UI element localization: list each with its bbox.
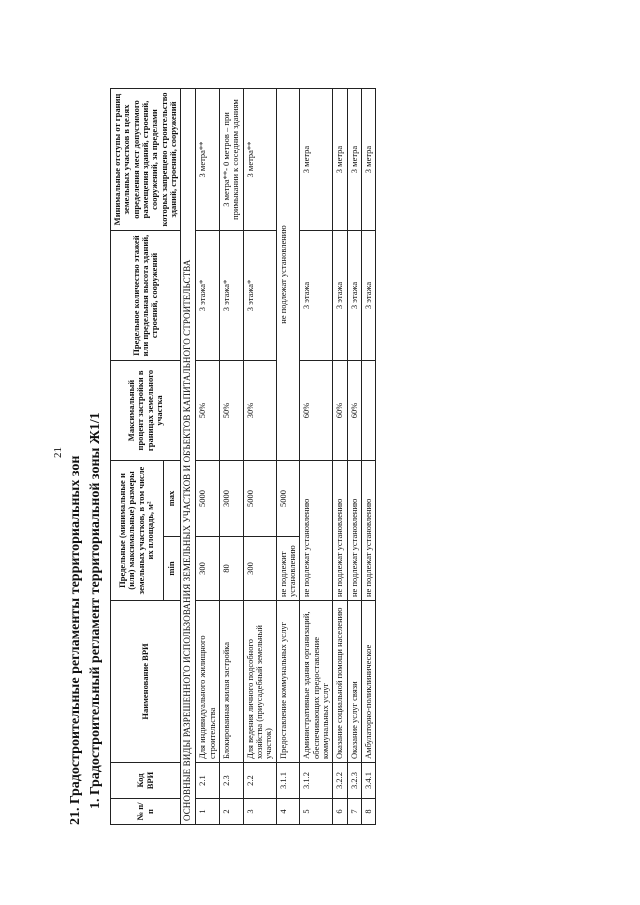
header-setbacks: Минимальные отступы от границ земельных участков в целях определения мест допустимого размещения зданий, строений, сооружений, за пределами которых запрещено строительство зданий, строений, сооружений bbox=[111, 89, 181, 231]
cell-percent: 50% bbox=[219, 361, 243, 461]
cell-num: 8 bbox=[362, 799, 376, 825]
section-row bbox=[181, 89, 196, 825]
cell-min: 300 bbox=[243, 537, 276, 601]
cell-setback: 3 метра** bbox=[243, 89, 276, 231]
header-size: Предельные (минимальные и (или) максимальные) размеры земельных участков, в том числе их площадь, м² bbox=[111, 461, 164, 601]
header-code: Код ВРИ bbox=[111, 763, 181, 799]
table-row bbox=[362, 89, 376, 825]
table-row bbox=[276, 89, 300, 825]
cell-setback: 3 метра**- 0 метров – при примыкании к соседним зданиям bbox=[219, 89, 243, 231]
header-size-min: min bbox=[163, 537, 181, 601]
cell-num: 1 bbox=[196, 799, 220, 825]
cell-size-merged: не подлежат установлению bbox=[333, 461, 347, 601]
cell-percent bbox=[362, 361, 376, 461]
cell-percent: 60% bbox=[300, 361, 333, 461]
table-row bbox=[300, 89, 333, 825]
table-row bbox=[347, 89, 361, 825]
cell-name: Административные здания организаций, обеспечивающих предоставление коммунальных услуг bbox=[300, 601, 333, 763]
cell-code: 3.1.2 bbox=[300, 763, 333, 799]
table-row bbox=[219, 89, 243, 825]
section-title: ОСНОВНЫЕ ВИДЫ РАЗРЕШЕННОГО ИСПОЛЬЗОВАНИЯ ЗЕМЕЛЬНЫХ УЧАСТКОВ И ОБЪЕКТОВ КАПИТАЛЬНОГО СТРОИТЕЛЬСТВА bbox=[181, 89, 196, 825]
cell-percent: 60% bbox=[347, 361, 361, 461]
cell-num: 7 bbox=[347, 799, 361, 825]
cell-name: Для ведения личного подсобного хозяйства (приусадебный земельный участок) bbox=[243, 601, 276, 763]
cell-code: 3.2.2 bbox=[333, 763, 347, 799]
cell-floors: 3 этажа bbox=[362, 231, 376, 361]
table-row bbox=[243, 89, 276, 825]
header-num: № п/п bbox=[111, 799, 181, 825]
cell-floors: 3 этажа* bbox=[196, 231, 220, 361]
header-name: Наименование ВРИ bbox=[111, 601, 181, 763]
header-percent: Максимальный процент застройки в границах земельного участка bbox=[111, 361, 181, 461]
cell-floors: 3 этажа bbox=[333, 231, 347, 361]
cell-floors: 3 этажа* bbox=[243, 231, 276, 361]
cell-name: Оказание социальной помощи населению bbox=[333, 601, 347, 763]
cell-code: 2.2 bbox=[243, 763, 276, 799]
cell-min: 300 bbox=[196, 537, 220, 601]
page-number: 21 bbox=[52, 447, 64, 458]
cell-num: 4 bbox=[276, 799, 300, 825]
cell-floors: 3 этажа bbox=[347, 231, 361, 361]
cell-setback: 3 метра bbox=[333, 89, 347, 231]
cell-max: 5000 bbox=[196, 461, 220, 537]
table-row bbox=[333, 89, 347, 825]
cell-setback: 3 метра bbox=[362, 89, 376, 231]
cell-code: 2.3 bbox=[219, 763, 243, 799]
cell-floors: 3 этажа* bbox=[219, 231, 243, 361]
cell-merged-not-applicable: не подлежат установлению bbox=[276, 89, 300, 461]
cell-max: 5000 bbox=[276, 461, 300, 537]
cell-num: 3 bbox=[243, 799, 276, 825]
cell-name: Блокированная жилая застройка bbox=[219, 601, 243, 763]
cell-name: Оказание услуг связи bbox=[347, 601, 361, 763]
cell-setback: 3 метра** bbox=[196, 89, 220, 231]
cell-setback: 3 метра bbox=[300, 89, 333, 231]
cell-max: 3000 bbox=[219, 461, 243, 537]
document-subheading: 1. Градостроительный регламент территориальной зоны Ж1/1 bbox=[88, 412, 103, 809]
header-floors: Предельное количество этажей или предельная высота зданий, строений, сооружений bbox=[111, 231, 181, 361]
cell-size-merged: не подлежат установлению bbox=[362, 461, 376, 601]
cell-num: 5 bbox=[300, 799, 333, 825]
cell-size-merged: не подлежат установлению bbox=[347, 461, 361, 601]
document-heading: 21. Градостроительные регламенты территориальных зон bbox=[68, 455, 83, 825]
cell-min: не подлежит установлению bbox=[276, 537, 300, 601]
regulation-table bbox=[110, 88, 376, 825]
cell-name: Амбулаторно-поликлиническое bbox=[362, 601, 376, 763]
cell-percent: 50% bbox=[196, 361, 220, 461]
header-size-max: max bbox=[163, 461, 181, 537]
table-row bbox=[196, 89, 220, 825]
cell-name: Для индивидуального жилищного строительства bbox=[196, 601, 220, 763]
cell-code: 3.2.3 bbox=[347, 763, 361, 799]
cell-name: Предоставление коммунальных услуг bbox=[276, 601, 300, 763]
cell-percent: 30% bbox=[243, 361, 276, 461]
cell-max: 5000 bbox=[243, 461, 276, 537]
cell-num: 2 bbox=[219, 799, 243, 825]
cell-num: 6 bbox=[333, 799, 347, 825]
cell-code: 3.4.1 bbox=[362, 763, 376, 799]
cell-percent: 60% bbox=[333, 361, 347, 461]
cell-min: 80 bbox=[219, 537, 243, 601]
cell-size-merged: не подлежат установлению bbox=[300, 461, 333, 601]
cell-code: 3.1.1 bbox=[276, 763, 300, 799]
cell-setback: 3 метра bbox=[347, 89, 361, 231]
cell-floors: 3 этажа bbox=[300, 231, 333, 361]
cell-code: 2.1 bbox=[196, 763, 220, 799]
